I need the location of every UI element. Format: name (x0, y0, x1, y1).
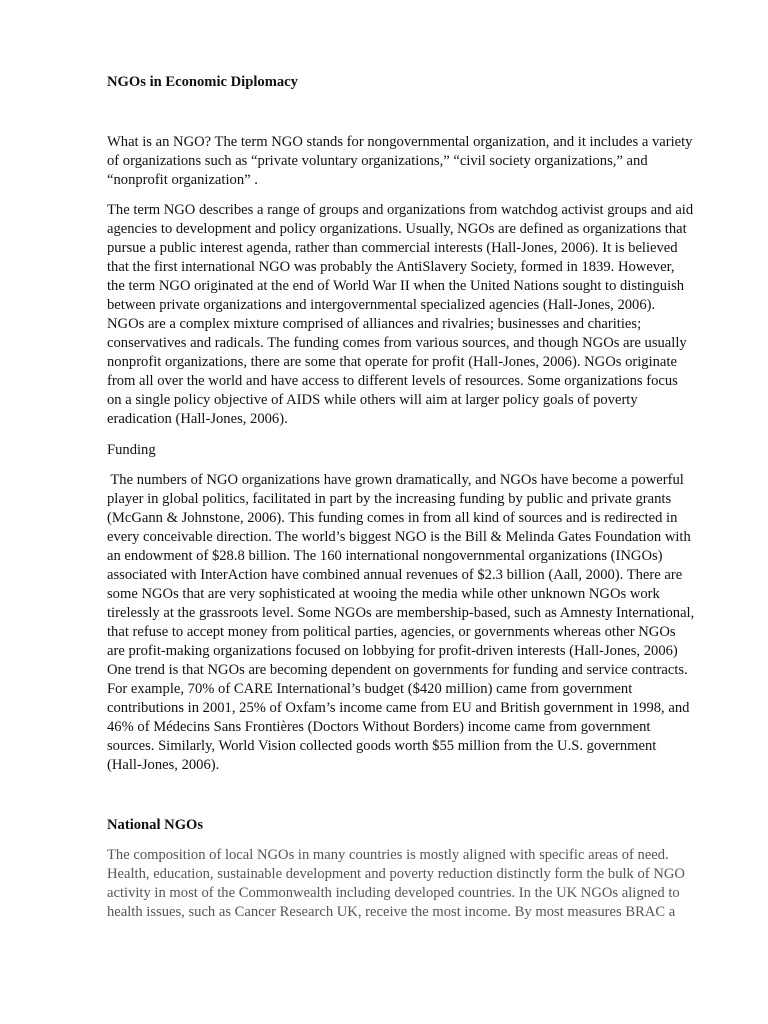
text-line: an endowment of $28.8 billion. The 160 international nongovernmental organizations (INGOs) (107, 548, 663, 564)
text-line: tirelessly at the grassroots level. Some NGOs are membership-based, such as Amnesty International, (107, 605, 695, 621)
text-line: 46% of Médecins Sans Frontières (Doctors Without Borders) income came from government (107, 719, 651, 735)
text-line: of organizations such as “private voluntary organizations,” “civil society organizations,” and (107, 153, 648, 169)
text-line: NGOs are a complex mixture comprised of alliances and rivalries; businesses and charities; (107, 316, 642, 332)
text-line: activity in most of the Commonwealth including developed countries. In the UK NGOs aligned to (107, 885, 680, 901)
text-line: some NGOs that are very sophisticated at wooing the media while other unknown NGOs work (107, 586, 660, 602)
text-line: What is an NGO? The term NGO stands for nongovernmental organization, and it includes a variety (107, 134, 693, 150)
text-line: on a single policy objective of AIDS while others will aim at larger policy goals of poverty (107, 392, 638, 408)
text-line: from all over the world and have access to different levels of resources. Some organizations focus (107, 373, 678, 389)
text-line: (Hall-Jones, 2006). (107, 757, 220, 773)
text-line: conservatives and radicals. The funding comes from various sources, and though NGOs are usually (107, 335, 687, 351)
text-line: health issues, such as Cancer Research UK, receive the most income. By most measures BRAC a (107, 904, 676, 920)
text-line: eradication (Hall-Jones, 2006). (107, 411, 288, 427)
text-line: that refuse to accept money from political parties, agencies, or governments whereas other NGOs (107, 624, 676, 640)
text-line: every conceivable direction. The world’s biggest NGO is the Bill & Melinda Gates Foundation with (107, 529, 691, 545)
text-line: Health, education, sustainable development and poverty reduction distinctly form the bulk of NGO (107, 866, 685, 882)
text-line: nonprofit organizations, there are some that operate for profit (Hall-Jones, 2006). NGOs originate (107, 354, 677, 370)
text-line: The numbers of NGO organizations have grown dramatically, and NGOs have become a powerful (107, 472, 684, 488)
text-line: contributions in 2001, 25% of Oxfam’s income came from EU and British government in 1998, and (107, 700, 690, 716)
text-line: agencies to development and policy organizations. Usually, NGOs are defined as organizations that (107, 221, 687, 237)
text-line: The term NGO describes a range of groups and organizations from watchdog activist groups and aid (107, 202, 694, 218)
funding-heading: Funding (107, 442, 156, 458)
text-line: For example, 70% of CARE International’s budget ($420 million) came from government (107, 681, 633, 697)
text-line: The composition of local NGOs in many countries is mostly aligned with specific areas of need. (107, 847, 669, 863)
text-line: between private organizations and intergovernmental specialized agencies (Hall-Jones, 2006). (107, 297, 656, 313)
text-line: are profit-making organizations focused on lobbying for profit-driven interests (Hall-Jones, 2006) (107, 643, 678, 659)
text-line: associated with InterAction have combined annual revenues of $2.3 billion (Aall, 2000). There are (107, 567, 683, 583)
text-line: sources. Similarly, World Vision collected goods worth $55 million from the U.S. government (107, 738, 657, 754)
text-line: One trend is that NGOs are becoming dependent on governments for funding and service contracts. (107, 662, 688, 678)
text-line: player in global politics, facilitated in part by the increasing funding by public and private grants (107, 491, 672, 507)
text-line: pursue a public interest agenda, rather than commercial interests (Hall-Jones, 2006). It is believed (107, 240, 678, 256)
text-line: that the first international NGO was probably the AntiSlavery Society, formed in 1839. However, (107, 259, 675, 275)
text-line: “nonprofit organization” . (107, 172, 258, 188)
document-title: NGOs in Economic Diplomacy (107, 74, 298, 90)
text-line: the term NGO originated at the end of World War II when the United Nations sought to distinguish (107, 278, 685, 294)
national-ngos-heading: National NGOs (107, 817, 204, 833)
text-line: (McGann & Johnstone, 2006). This funding comes in from all kind of sources and is redirected in (107, 510, 678, 526)
